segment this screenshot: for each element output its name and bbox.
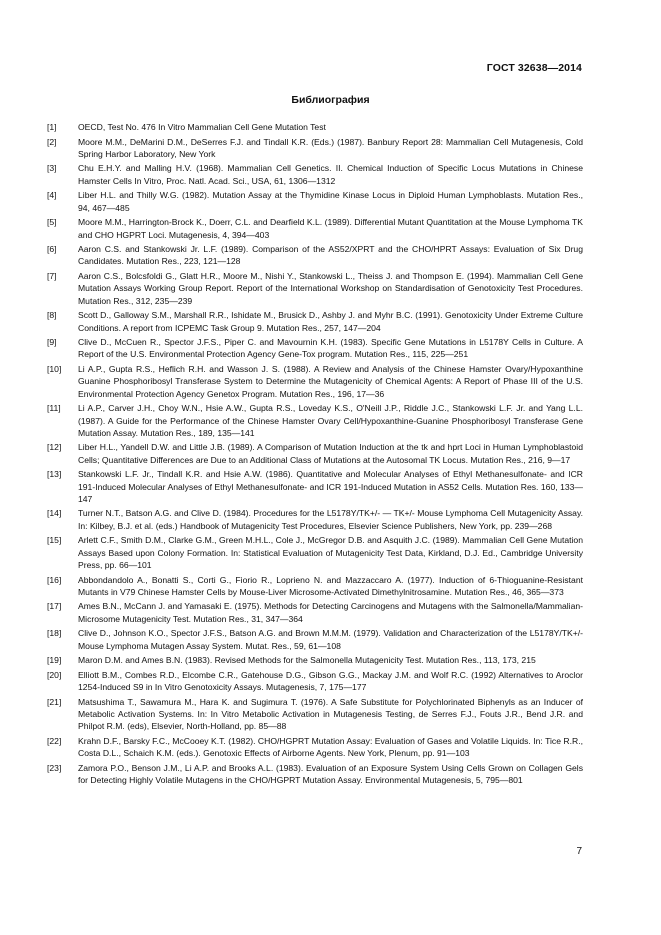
reference-number: [6] <box>47 244 57 255</box>
reference-item <box>47 441 583 466</box>
reference-text: Moore M.M., Harrington-Brock K., Doerr, C.L. and Dearfield K.L. (1989). Differential Mutant Quantitation at the Mouse Lymphoma TK and CHO HGPRT Loci. Mutagenesis, 4, 394—403 <box>78 217 583 240</box>
reference-item <box>47 534 583 571</box>
reference-number: [14] <box>47 508 62 519</box>
reference-text: Maron D.M. and Ames B.N. (1983). Revised Methods for the Salmonella Mutagenicity Test. Mutation Res., 113, 173, 215 <box>78 655 536 666</box>
reference-number: [10] <box>47 364 62 375</box>
reference-item <box>47 363 583 400</box>
reference-text: Chu E.H.Y. and Malling H.V. (1968). Mammalian Cell Genetics. II. Chemical Induction of Specific Locus Mutations in Chinese Hamster Cells In Vitro, Proc. Natl. Acad. Sci., USA, 61, 1306—1312 <box>78 163 583 186</box>
reference-number: [11] <box>47 403 61 414</box>
standard-code: ГОСТ 32638—2014 <box>486 62 582 74</box>
reference-item <box>47 270 583 307</box>
reference-number: [5] <box>47 217 57 228</box>
reference-item <box>47 121 583 133</box>
reference-text: Arlett C.F., Smith D.M., Clarke G.M., Green M.H.L., Cole J., McGregor D.B. and Asquith J.C. (1989). Mammalian Cell Gene Mutation Assays Based upon Colony Formation. In: Statistical Evaluation of Mutagenicity Test Data, Kirkland, D.J. Ed., Cambridge University Press, pp. 66—101 <box>78 535 583 570</box>
reference-item <box>47 309 583 334</box>
reference-item <box>47 189 583 214</box>
reference-text: Turner N.T., Batson A.G. and Clive D. (1984). Procedures for the L5178Y/TK+/- — TK+/- Mouse Lymphoma Cell Mutagenicity Assay. In: Kilbey, B.J. et al. (eds.) Handbook of Mutagenicity Test Procedures, Elsevier Science Publishers, New York, pp. 239—268 <box>78 508 583 531</box>
reference-text: Aaron C.S., Bolcsfoldi G., Glatt H.R., Moore M., Nishi Y., Stankowski L., Theiss J. and Thompson E. (1994). Mammalian Cell Gene Mutation Assays Working Group Report. Report of the International Workshop on Standardisation of Genotoxicity Test Procedures. Mutation Res., 312, 235—239 <box>78 271 583 306</box>
reference-number: [1] <box>47 122 57 132</box>
bibliography-title: Библиография <box>291 94 370 106</box>
reference-text: Clive D., Johnson K.O., Spector J.F.S., Batson A.G. and Brown M.M.M. (1979). Validation and Characterization of the L5178Y/TK+/- Mouse Lymphoma Mutagen Assay System. Mutat. Res., 59, 61—108 <box>78 628 583 651</box>
reference-text: Clive D., McCuen R., Spector J.F.S., Piper C. and Mavournin K.H. (1983). Specific Gene Mutations in L5178Y Cells in Culture. A Report of the U.S. Environmental Protection Agency Gene-Tox program. Mutation Res., 115, 225—251 <box>78 337 583 360</box>
reference-item <box>47 162 583 187</box>
reference-text: OECD, Test No. 476 In Vitro Mammalian Cell Gene Mutation Test <box>78 122 326 132</box>
reference-text: Krahn D.F., Barsky F.C., McCooey K.T. (1982). CHO/HGPRT Mutation Assay: Evaluation of Gases and Volatile Liquids. In: Tice R.R., Costa D.L., Schaich K.M. (eds.). Genotoxic Effects of Airborne Agents. New York, Plenum, pp. 91—103 <box>78 735 583 759</box>
reference-item <box>47 336 583 361</box>
reference-number: [18] <box>47 628 62 639</box>
reference-number: [7] <box>47 271 57 282</box>
reference-number: [16] <box>47 574 62 585</box>
reference-item <box>47 507 583 532</box>
reference-item <box>47 762 583 787</box>
reference-number: [22] <box>47 735 62 746</box>
reference-number: [19] <box>47 655 62 666</box>
reference-text: Zamora P.O., Benson J.M., Li A.P. and Brooks A.L. (1983). Evaluation of an Exposure System Using Cells Grown on Collagen Gels for Detecting Highly Volatile Mutagens in the CHO/HGPRT Mutation Assay. Environmental Mutagenesis, 5, 795—801 <box>78 762 583 786</box>
reference-number: [12] <box>47 442 62 453</box>
reference-text: Liber H.L., Yandell D.W. and Little J.B. (1989). A Comparison of Mutation Induction at the tk and hprt Loci in Human Lymphoblastoid Cells; Quantitative Differences are Due to an Additional Class of Mutations at the Autosomal TK Locus. Mutation Res., 216, 9—17 <box>78 442 583 465</box>
reference-list <box>47 121 583 789</box>
reference-item <box>47 136 583 161</box>
reference-text: Aaron C.S. and Stankowski Jr. L.F. (1989). Comparison of the AS52/XPRT and the CHO/HPRT Assays: Evaluation of Six Drug Candidates. Mutation Res., 223, 121—128 <box>78 244 583 267</box>
reference-item <box>47 243 583 268</box>
reference-number: [8] <box>47 310 57 321</box>
reference-item <box>47 735 583 760</box>
reference-text: Elliott B.M., Combes R.D., Elcombe C.R., Gatehouse D.G., Gibson G.G., Mackay J.M. and Wolf R.C. (1992) Alternatives to Aroclor 1254-Induced S9 in In Vitro Genotoxicity Assays. Mutagenesis, 7, 175—177 <box>78 669 583 693</box>
page-number: 7 <box>576 846 582 857</box>
reference-number: [17] <box>47 601 62 612</box>
reference-item <box>47 627 583 652</box>
reference-item <box>47 216 583 241</box>
reference-number: [9] <box>47 337 57 348</box>
reference-text: Li A.P., Carver J.H., Choy W.N., Hsie A.W., Gupta R.S., Loveday K.S., O'Neill J.P., Riddle J.C., Stankowski L.F. Jr. and Yang L.L. (1987). A Guide for the Performance of the Chinese Hamster Ovary Cell/Hypoxanthine-Guanine Phosphoribosyl Transferase Gene Mutation Assay. Mutation Res., 189, 135—141 <box>78 403 583 438</box>
reference-number: [3] <box>47 163 57 174</box>
reference-item <box>47 669 583 694</box>
reference-number: [21] <box>47 696 62 707</box>
reference-text: Stankowski L.F. Jr., Tindall K.R. and Hsie A.W. (1986). Quantitative and Molecular Analyses of Ethyl Methanesulfonate- and ICR 191-Induced Molecular Analyses of Ethyl Methanesulfonate- and ICR 191-Induced Mutation in AS52 Cells. Mutation Res. 160, 133—147 <box>78 469 583 504</box>
reference-text: Moore M.M., DeMarini D.M., DeSerres F.J. and Tindall K.R. (Eds.) (1987). Banbury Report 28: Mammalian Cell Mutagenesis, Cold Spring Harbor Laboratory, New York <box>78 136 583 159</box>
reference-number: [2] <box>47 136 57 147</box>
reference-item <box>47 574 583 599</box>
reference-number: [20] <box>47 669 62 680</box>
reference-number: [4] <box>47 190 57 201</box>
reference-text: Abbondandolo A., Bonatti S., Corti G., Fiorio R., Loprieno N. and Mazzaccaro A. (1977). Induction of 6-Thioguanine-Resistant Mutants in V79 Chinese Hamster Cells by Mouse-Liver Microsome-Activated Dimethylnitrosamine. Mutation Res., 46, 365—373 <box>78 574 583 597</box>
reference-item <box>47 696 583 733</box>
reference-text: Ames B.N., McCann J. and Yamasaki E. (1975). Methods for Detecting Carcinogens and Mutagens with the Salmonella/Mammalian-Microsome Mutagenicity Test. Mutation Res., 31, 347—364 <box>78 601 583 624</box>
reference-number: [13] <box>47 469 62 480</box>
reference-number: [23] <box>47 762 62 773</box>
reference-item <box>47 600 583 625</box>
reference-text: Li A.P., Gupta R.S., Heflich R.H. and Wasson J. S. (1988). A Review and Analysis of the Chinese Hamster Ovary/Hypoxanthine Guanine Phosphoribosyl Transferase System to Determine the Mutagenicity of Chemical Agents: A Report of Phase III of the U.S. Environmental Protection Agency Genetox Program. Mutation Res., 196, 17—36 <box>78 364 583 399</box>
reference-text: Scott D., Galloway S.M., Marshall R.R., Ishidate M., Brusick D., Ashby J. and Myhr B.C. (1991). Genotoxicity Under Extreme Culture Conditions. A report from ICPEMC Task Group 9. Mutation Res., 257, 147—204 <box>78 310 583 333</box>
reference-item <box>47 402 583 439</box>
reference-number: [15] <box>47 535 62 546</box>
reference-item <box>47 654 583 666</box>
reference-item <box>47 468 583 505</box>
reference-text: Liber H.L. and Thilly W.G. (1982). Mutation Assay at the Thymidine Kinase Locus in Diploid Human Lymphoblasts. Mutation Res., 94, 467—485 <box>78 190 583 213</box>
reference-text: Matsushima T., Sawamura M., Hara K. and Sugimura T. (1976). A Safe Substitute for Polychlorinated Biphenyls as an Inducer of Metabolic Activation Systems. In: In Vitro Metabolic Activation in Mutagenesis Testing, de Serres F.J., Fouts J.R., Bend J.R. and Philpot R.M. (eds), Elsevier, North-Holland, pp. 85—88 <box>78 696 583 732</box>
